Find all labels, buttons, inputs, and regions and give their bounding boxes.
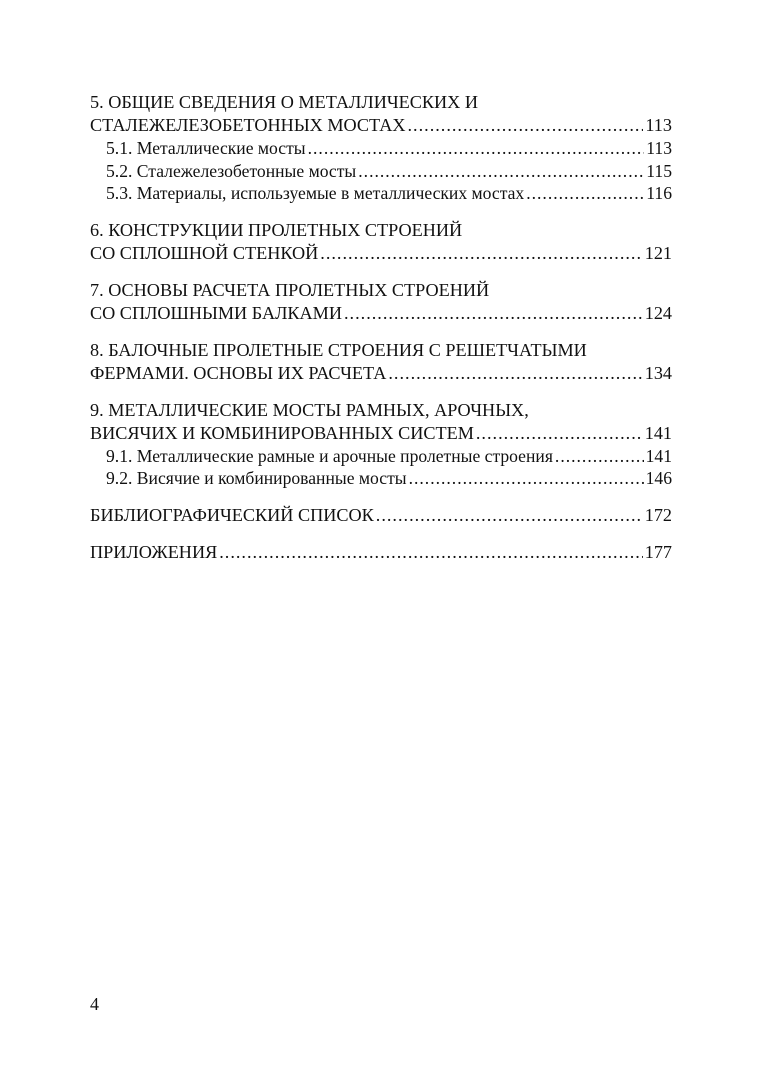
toc-chapter-title: СО СПЛОШНОЙ СТЕНКОЙ <box>90 242 319 263</box>
dot-leader <box>358 160 644 183</box>
toc-page-number: 113 <box>646 138 672 158</box>
toc-page-number: 177 <box>644 541 672 562</box>
dot-leader <box>344 302 643 325</box>
toc-page-number: 141 <box>645 445 672 466</box>
dot-leader <box>320 242 642 265</box>
dot-leader <box>526 182 644 205</box>
toc-appendix <box>90 541 672 564</box>
toc-chapter-title: СО СПЛОШНЫМИ БАЛКАМИ <box>90 302 342 323</box>
dot-leader <box>308 137 645 160</box>
toc-chapter-title: 5. ОБЩИЕ СВЕДЕНИЯ О МЕТАЛЛИЧЕСКИХ И <box>90 92 478 112</box>
toc-subentry-label: 5.3. Материалы, используемые в металлических мостах <box>106 183 525 203</box>
toc-chapter-title: ПРИЛОЖЕНИЯ <box>90 541 218 562</box>
toc-page-number: 113 <box>645 115 672 135</box>
toc-page-number: 134 <box>644 362 672 383</box>
toc-chapter-title: ФЕРМАМИ. ОСНОВЫ ИХ РАСЧЕТА <box>90 362 387 383</box>
toc-chapter-5 <box>90 91 672 205</box>
toc-chapter-title: 8. БАЛОЧНЫЕ ПРОЛЕТНЫЕ СТРОЕНИЯ С РЕШЕТЧАТЫМИ <box>90 339 587 360</box>
toc-page-number: 146 <box>645 468 672 488</box>
dot-leader <box>219 541 643 564</box>
toc-page-number: 121 <box>644 242 672 263</box>
table-of-contents <box>90 91 672 578</box>
toc-chapter-6 <box>90 219 672 265</box>
toc-entry[interactable] <box>90 362 672 385</box>
dot-leader <box>388 362 642 385</box>
toc-page-number: 172 <box>644 504 672 525</box>
toc-entry[interactable] <box>90 422 672 445</box>
toc-chapter-title-line <box>90 339 672 362</box>
dot-leader <box>408 114 644 137</box>
toc-chapter-title: СТАЛЕЖЕЛЕЗОБЕТОННЫХ МОСТАХ <box>90 115 406 135</box>
toc-subentry-label: 5.1. Металлические мосты <box>106 138 306 158</box>
toc-subsections <box>90 137 672 205</box>
toc-chapter-title-line <box>90 91 672 114</box>
toc-subentry[interactable] <box>106 182 672 205</box>
dot-leader <box>376 504 643 527</box>
toc-chapter-7 <box>90 279 672 325</box>
toc-chapter-title: 7. ОСНОВЫ РАСЧЕТА ПРОЛЕТНЫХ СТРОЕНИЙ <box>90 279 490 300</box>
toc-entry[interactable] <box>90 302 672 325</box>
page-number: 4 <box>90 994 99 1014</box>
toc-chapter-title: 6. КОНСТРУКЦИИ ПРОЛЕТНЫХ СТРОЕНИЙ <box>90 219 463 240</box>
toc-chapter-8 <box>90 339 672 385</box>
dot-leader <box>476 422 643 445</box>
toc-chapter-title: БИБЛИОГРАФИЧЕСКИЙ СПИСОК <box>90 504 374 525</box>
toc-subentry-label: 9.1. Металлические рамные и арочные пролетные строения <box>106 445 553 466</box>
toc-subentry-label: 9.2. Висячие и комбинированные мосты <box>106 468 407 488</box>
toc-page-number: 116 <box>646 183 672 203</box>
toc-chapter-title: 9. МЕТАЛЛИЧЕСКИЕ МОСТЫ РАМНЫХ, АРОЧНЫХ, <box>90 399 529 420</box>
dot-leader <box>555 445 644 468</box>
toc-subsections <box>90 445 672 490</box>
toc-subentry[interactable] <box>106 160 672 183</box>
toc-chapter-9 <box>90 399 672 490</box>
toc-entry[interactable] <box>90 541 672 564</box>
toc-page-number: 124 <box>644 302 672 323</box>
toc-subentry-label: 5.2. Сталежелезобетонные мосты <box>106 160 357 181</box>
toc-chapter-title-line <box>90 279 672 302</box>
toc-entry[interactable] <box>90 242 672 265</box>
dot-leader <box>409 467 644 490</box>
toc-chapter-title-line <box>90 399 672 422</box>
toc-page-number: 115 <box>646 160 672 181</box>
toc-entry[interactable] <box>90 504 672 527</box>
toc-chapter-title-line <box>90 219 672 242</box>
toc-subentry[interactable] <box>106 467 672 490</box>
toc-page-number: 141 <box>644 422 672 443</box>
toc-subentry[interactable] <box>106 137 672 160</box>
toc-entry[interactable] <box>90 114 672 137</box>
toc-bibliography <box>90 504 672 527</box>
toc-chapter-title: ВИСЯЧИХ И КОМБИНИРОВАННЫХ СИСТЕМ <box>90 422 474 443</box>
toc-subentry[interactable] <box>106 445 672 468</box>
